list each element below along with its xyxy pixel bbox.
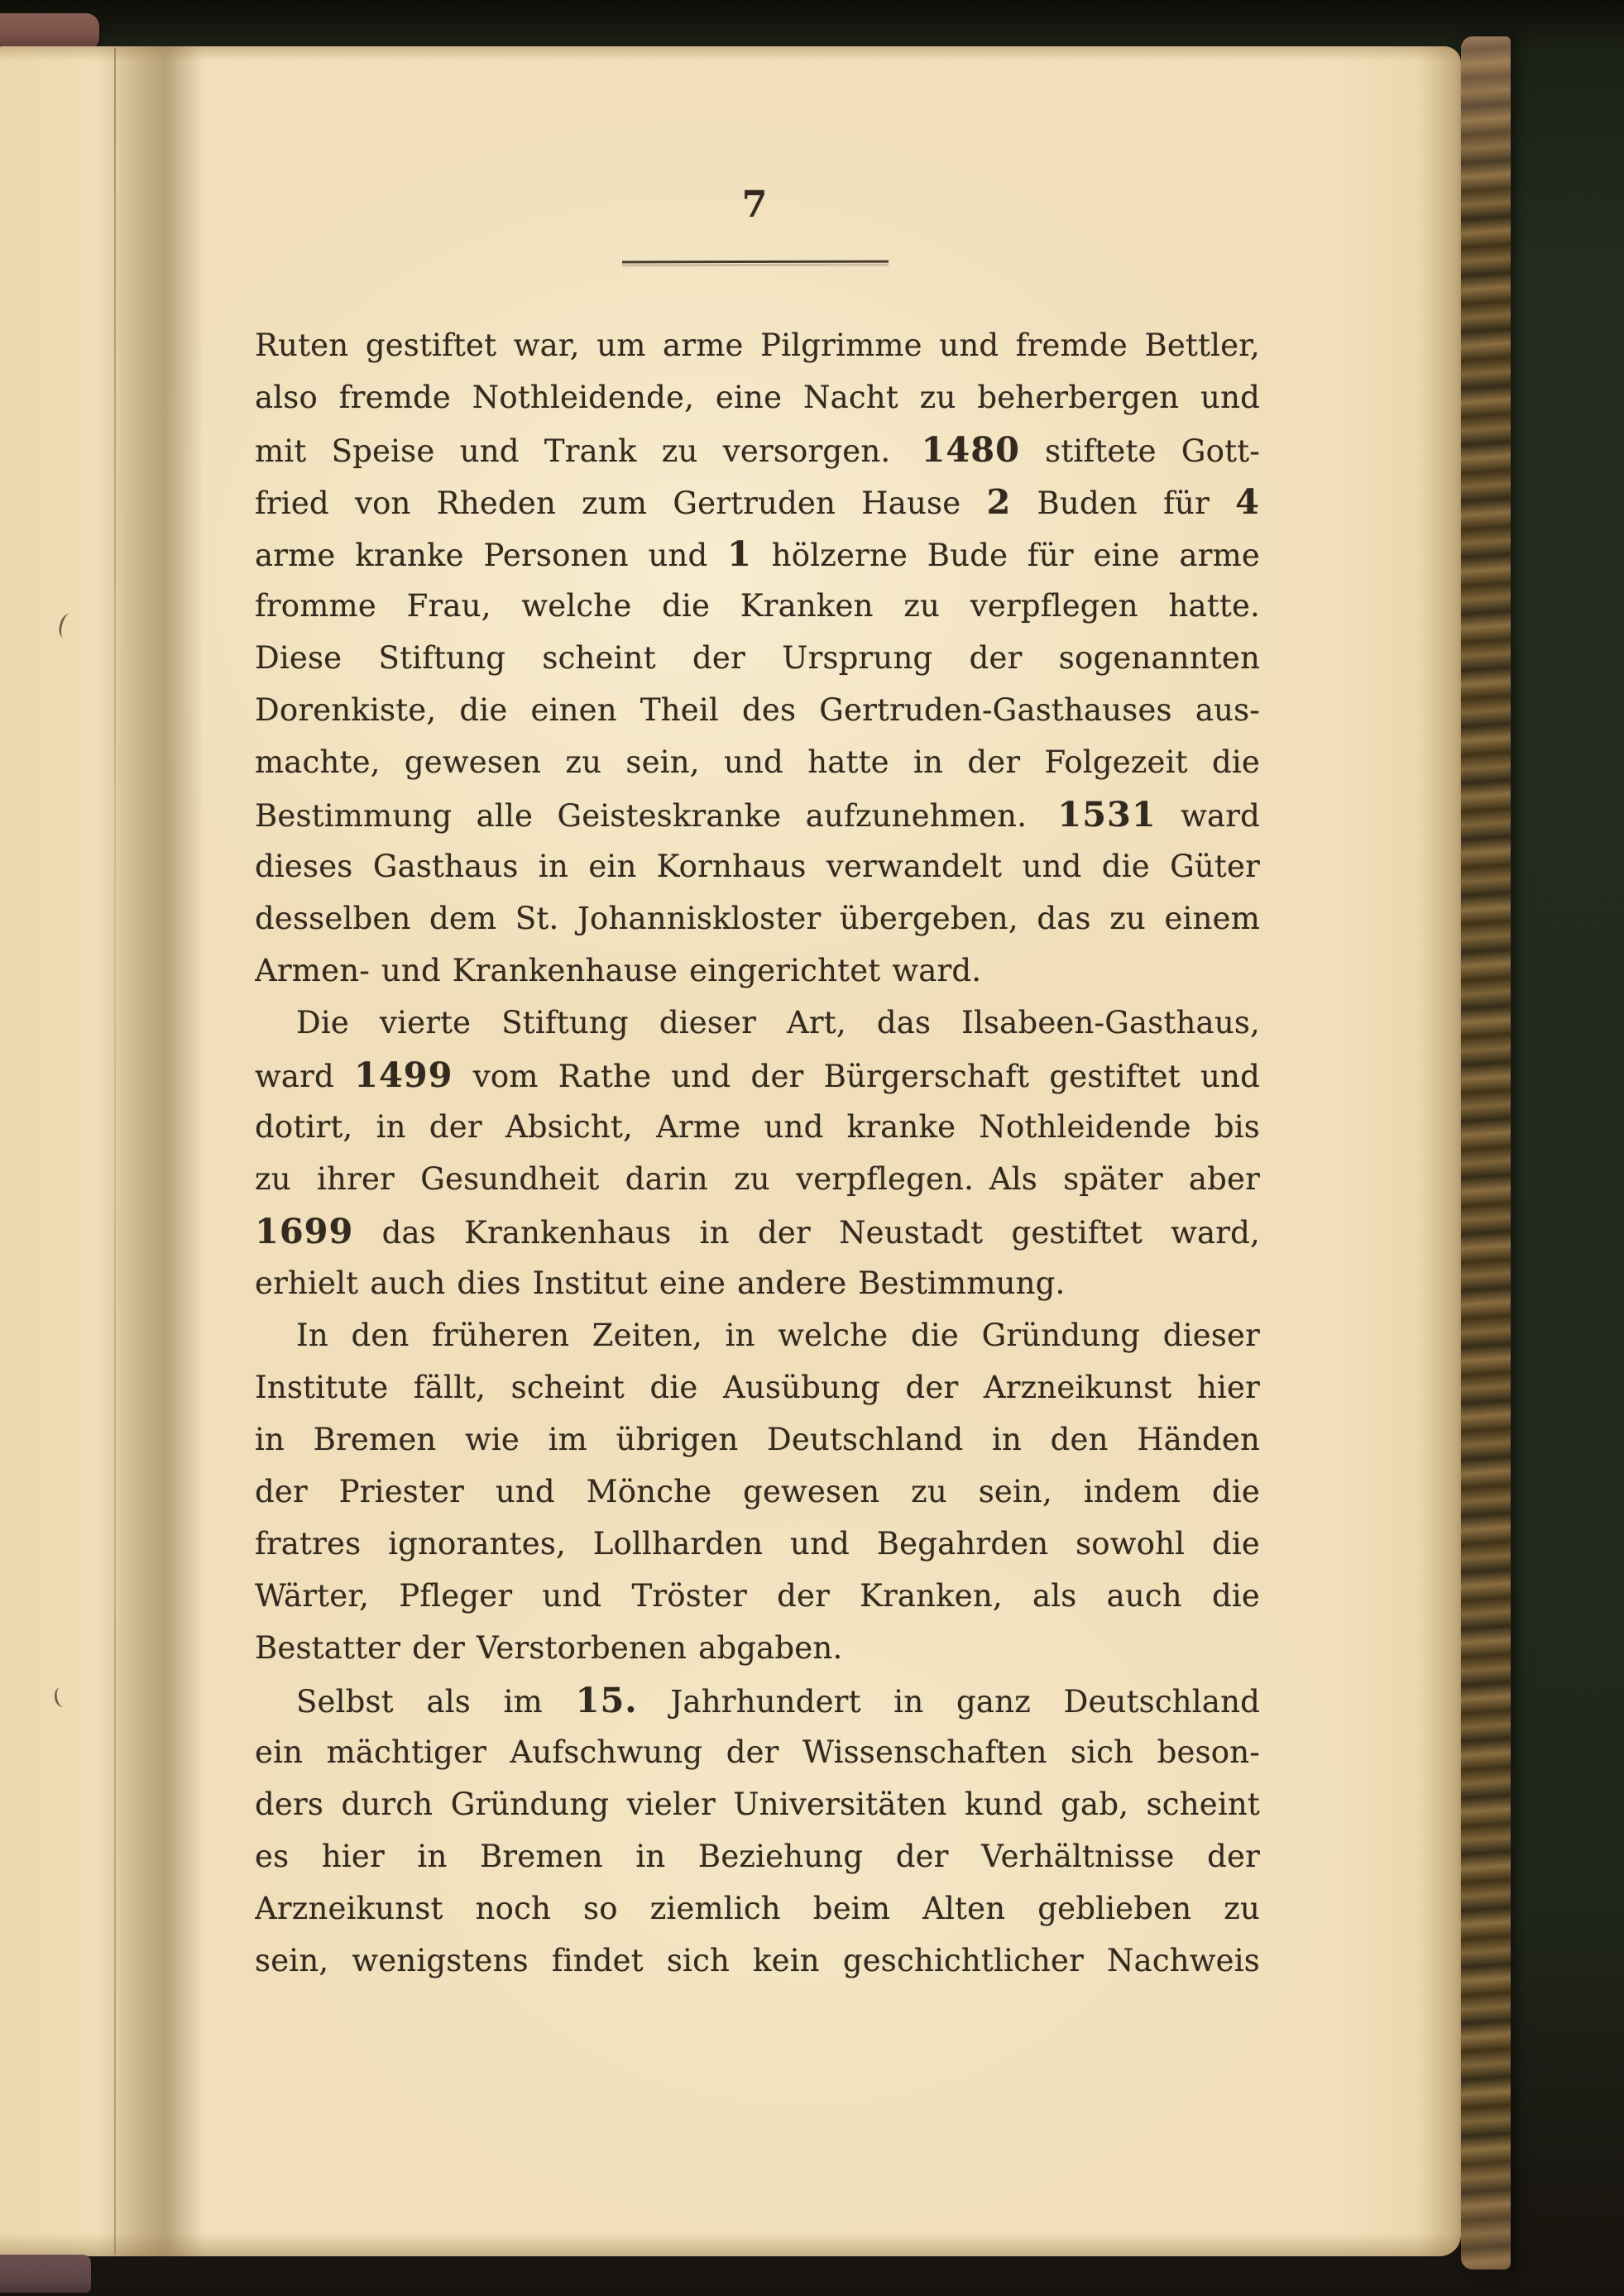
text-line: Bestatter der Verstorbenen abgaben. <box>255 1630 843 1666</box>
text-line: 1699 das Krankenhaus in der Neustadt gestiftet ward, <box>255 1211 1260 1251</box>
text-line: zu ihrer Gesundheit darin zu verpflegen. Als später aber <box>255 1161 1260 1197</box>
text-line: In den früheren Zeiten, in welche die Gründung dieser <box>296 1318 1260 1353</box>
text-line: sein, wenigstens findet sich kein geschichtlicher Nachweis <box>255 1943 1260 1978</box>
gutter-crease <box>114 48 116 2255</box>
text-line: dieses Gasthaus in ein Kornhaus verwandelt und die Güter <box>255 849 1260 884</box>
text-line: desselben dem St. Johanniskloster übergeben, das zu einem <box>255 901 1260 936</box>
spine-edge-strip <box>0 13 99 50</box>
text-line: Selbst als im 15. Jahrhundert in ganz Deutschland <box>296 1680 1260 1720</box>
text-line: der Priester und Mönche gewesen zu sein, indem die <box>255 1474 1260 1509</box>
text-line: es hier in Bremen in Beziehung der Verhältnisse der <box>255 1839 1260 1874</box>
text-line: also fremde Nothleidende, eine Nacht zu beherbergen und <box>255 380 1260 415</box>
page-number: 7 <box>741 184 768 226</box>
text-line: dotirt, in der Absicht, Arme und kranke Nothleidende bis <box>255 1109 1260 1145</box>
text-line: mit Speise und Trank zu versorgen. 1480 stiftete Gott- <box>255 429 1260 470</box>
text-line: erhielt auch dies Institut eine andere Bestimmung. <box>255 1265 1066 1301</box>
text-line: Wärter, Pfleger und Tröster der Kranken, als auch die <box>255 1578 1260 1614</box>
text-line: ein mächtiger Aufschwung der Wissenschaften sich beson- <box>255 1734 1260 1770</box>
text-line: Die vierte Stiftung dieser Art, das Ilsabeen-Gasthaus, <box>296 1005 1260 1040</box>
text-line: ward 1499 vom Rathe und der Bürgerschaft gestiftet und <box>255 1055 1260 1095</box>
text-line: machte, gewesen zu sein, und hatte in der Folgezeit die <box>255 744 1260 780</box>
text-line: Dorenkiste, die einen Theil des Gertruden-Gasthauses aus- <box>255 692 1260 728</box>
text-line: Institute fällt, scheint die Ausübung der Arzneikunst hier <box>255 1370 1260 1405</box>
text-line: Diese Stiftung scheint der Ursprung der sogenannten <box>255 640 1260 676</box>
text-line: in Bremen wie im übrigen Deutschland in den Händen <box>255 1422 1260 1457</box>
text-line: ders durch Gründung vieler Universitäten kund gab, scheint <box>255 1787 1260 1822</box>
text-line: Armen- und Krankenhause eingerichtet ward. <box>255 953 982 988</box>
bottom-cover-edge <box>0 2255 91 2293</box>
text-line: fromme Frau, welche die Kranken zu verpflegen hatte. <box>255 588 1260 624</box>
book-fore-edge <box>1461 36 1511 2270</box>
text-block <box>255 319 1260 1987</box>
text-line: arme kranke Personen und 1 hölzerne Bude für eine arme <box>255 533 1260 574</box>
text-line: Arzneikunst noch so ziemlich beim Alten geblieben zu <box>255 1891 1260 1926</box>
text-line: Bestimmung alle Geisteskranke aufzunehmen. 1531 ward <box>255 794 1260 835</box>
text-line: fried von Rheden zum Gertruden Hause 2 Buden für 4 <box>255 481 1260 522</box>
text-line: fratres ignorantes, Lollharden und Begahrden sowohl die <box>255 1526 1260 1562</box>
text-line: Ruten gestiftet war, um arme Pilgrimme und fremde Bettler, <box>255 328 1260 363</box>
